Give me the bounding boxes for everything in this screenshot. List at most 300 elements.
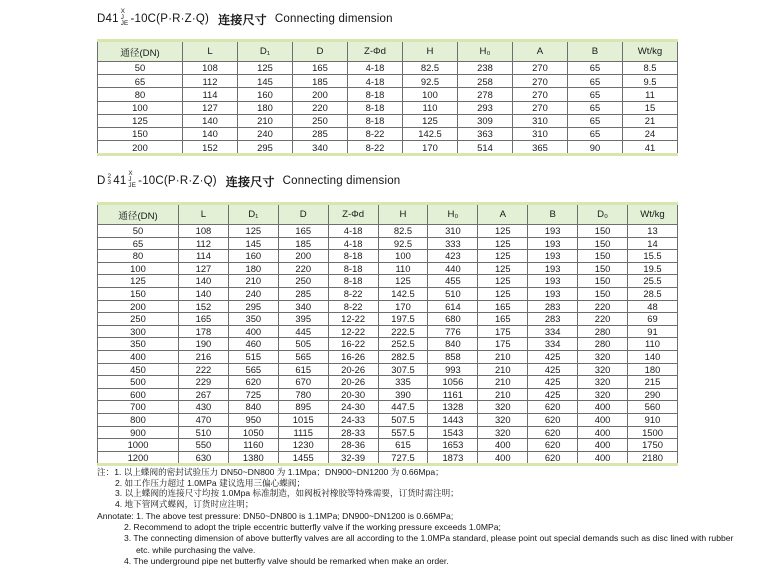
table-cell: 16-22 [328,338,378,351]
table-cell: 108 [183,62,238,75]
table-cell: 180 [228,262,278,275]
header-row [98,204,678,225]
title-text: -10C(P·R·Z·Q) [130,13,210,26]
column-header: D [278,204,328,225]
table-row [98,338,678,351]
table-cell: 215 [628,376,678,389]
table-cell: 993 [428,363,478,376]
table-cell: 140 [183,114,238,127]
table-cell: 1056 [428,376,478,389]
table-cell: 190 [179,338,229,351]
table-cell: 1000 [98,439,179,452]
table-cell: 185 [278,237,328,250]
table-cell: 180 [238,101,293,114]
table-cell: 150 [98,127,183,140]
table-cell: 24-33 [328,413,378,426]
title-text: D41 [97,13,119,26]
table-cell: 15.5 [628,250,678,263]
table-cell: 614 [428,300,478,313]
table-cell: 725 [228,388,278,401]
column-header: D₁ [238,41,293,62]
table-cell: 400 [228,325,278,338]
table-cell: 165 [293,62,348,75]
table-cell: 425 [528,363,578,376]
table-cell: 423 [428,250,478,263]
column-header: H [403,41,458,62]
note-line: 注：1. 以上蝶阀的密封试验压力 DN50~DN800 为 1.1Mpa；DN900~DN1200 为 0.66Mpa； [97,467,444,477]
table-cell: 65 [568,101,623,114]
table-cell: 320 [578,388,628,401]
table-cell: 125 [478,262,528,275]
table-row [98,141,678,155]
notes-chinese [97,467,459,509]
table-cell: 110 [628,338,678,351]
table-cell: 1455 [278,451,328,465]
table-cell: 430 [179,401,229,414]
table-cell: 2180 [628,451,678,465]
table-cell: 250 [293,114,348,127]
table-cell: 193 [528,262,578,275]
table-cell: 910 [628,413,678,426]
table-cell: 300 [98,325,179,338]
table-cell: 24 [623,127,678,140]
table-cell: 100 [98,101,183,114]
table-cell: 340 [293,141,348,155]
table-cell: 82.5 [378,225,428,238]
table-cell: 447.5 [378,401,428,414]
table-cell: 320 [578,363,628,376]
table-cell: 700 [98,401,179,414]
table-row [98,325,678,338]
table-cell: 127 [179,262,229,275]
column-header: D [293,41,348,62]
table-cell: 125 [478,250,528,263]
table-cell: 150 [578,225,628,238]
table-cell: 283 [528,313,578,326]
table-cell: 140 [179,287,229,300]
table-cell: 200 [98,300,179,313]
table-cell: 114 [179,250,229,263]
table-cell: 9.5 [623,75,678,88]
page-title-table2 [97,172,400,191]
table-cell: 20-30 [328,388,378,401]
table-cell: 193 [528,250,578,263]
column-header: H [378,204,428,225]
table-cell: 335 [378,376,428,389]
table-cell: 1015 [278,413,328,426]
table-cell: 16-26 [328,350,378,363]
table-cell: 620 [528,413,578,426]
table-row [98,376,678,389]
table-cell: 91 [628,325,678,338]
table-cell: 222.5 [378,325,428,338]
table-cell: 620 [528,401,578,414]
table-cell: 14 [628,237,678,250]
table-cell: 160 [238,88,293,101]
table-cell: 350 [98,338,179,351]
table-cell: 110 [378,262,428,275]
table-cell: 250 [278,275,328,288]
table-cell: 112 [183,75,238,88]
table-cell: 12-22 [328,325,378,338]
table-cell: 1500 [628,426,678,439]
table-cell: 680 [428,313,478,326]
table-cell: 175 [478,338,528,351]
table-cell: 600 [98,388,179,401]
column-header: Z-Φd [328,204,378,225]
table-cell: 114 [183,88,238,101]
table-cell: 145 [238,75,293,88]
note-line: 2. Recommend to adopt the triple eccentric butterfly valve if the working pressure exceeds 1.0MPa; [124,522,501,533]
table-row [98,287,678,300]
table-cell: 350 [228,313,278,326]
table-row [98,88,678,101]
table-cell: 50 [98,225,179,238]
table-cell: 65 [568,62,623,75]
title-text: Connecting dimension [282,175,401,188]
title-text: -10C(P·R·Z·Q) [138,175,217,188]
table-cell: 28.5 [628,287,678,300]
column-header: A [513,41,568,62]
table-row [98,401,678,414]
table-cell: 152 [183,141,238,155]
table-cell: 1161 [428,388,478,401]
table-cell: 48 [628,300,678,313]
table-cell: 310 [513,127,568,140]
table-cell: 185 [293,75,348,88]
table-cell: 565 [278,350,328,363]
table-cell: 125 [478,275,528,288]
table-row [98,451,678,465]
column-header: H₀ [428,204,478,225]
note-line: etc. while purchasing the valve. [136,544,256,555]
table-cell: 460 [228,338,278,351]
column-header: 通径(DN) [98,204,179,225]
table-cell: 278 [458,88,513,101]
table-cell: 150 [578,287,628,300]
table-cell: 620 [528,451,578,465]
table-cell: 320 [478,401,528,414]
table-cell: 160 [228,250,278,263]
table-cell: 307.5 [378,363,428,376]
table-cell: 175 [478,325,528,338]
table-cell: 108 [179,225,229,238]
column-header: 通径(DN) [98,41,183,62]
table-cell: 560 [628,401,678,414]
table-cell: 800 [98,413,179,426]
table-cell: 220 [278,262,328,275]
table-cell: 150 [98,287,179,300]
formula-stack [108,174,112,186]
table-cell: 200 [293,88,348,101]
column-header: D₀ [578,204,628,225]
table-cell: 320 [578,350,628,363]
table-cell: 25.5 [628,275,678,288]
table-cell: 4-18 [348,75,403,88]
table-cell: 425 [528,388,578,401]
column-header: H₀ [458,41,513,62]
table-cell: 1443 [428,413,478,426]
table-cell: 125 [228,225,278,238]
note-line: Annotate: 1. The above test pressure: DN50~DN800 is 1.1MPa; DN900~DN1200 is 0.66MPa; [97,511,454,521]
table-cell: 290 [628,388,678,401]
title-text: D [97,175,106,188]
table-cell: 309 [458,114,513,127]
table-cell: 510 [179,426,229,439]
table-cell: 150 [578,275,628,288]
table-cell: 240 [228,287,278,300]
table-row [98,237,678,250]
table-cell: 1873 [428,451,478,465]
table-cell: 267 [179,388,229,401]
table-cell: 470 [179,413,229,426]
table-cell: 20-26 [328,376,378,389]
note-line: 3. 以上蝶阀的连接尺寸均按 1.0Mpa 标准制造，如阀板衬橡胶等特殊需要，订货时需注明； [115,488,459,499]
table-row [98,300,678,313]
column-header: D₁ [228,204,278,225]
table-cell: 229 [179,376,229,389]
table-cell: 4-18 [348,62,403,75]
table-cell: 510 [428,287,478,300]
table-cell: 8-18 [328,250,378,263]
table-cell: 400 [578,451,628,465]
table-cell: 400 [478,439,528,452]
table-cell: 125 [98,114,183,127]
table-cell: 193 [528,275,578,288]
table-cell: 125 [403,114,458,127]
table-cell: 400 [578,413,628,426]
table-cell: 12-22 [328,313,378,326]
table-cell: 140 [183,127,238,140]
formula-stack-item: 2 [107,173,112,181]
title-text: 连接尺寸 [218,12,267,27]
table-cell: 445 [278,325,328,338]
table-cell: 210 [478,350,528,363]
table-cell: 390 [378,388,428,401]
table-row [98,388,678,401]
table-row [98,426,678,439]
table-cell: 193 [528,237,578,250]
dimension-table [97,202,678,466]
table-cell: 220 [578,300,628,313]
table-cell: 65 [568,114,623,127]
table-cell: 1200 [98,451,179,465]
table-row [98,114,678,127]
table-cell: 20-26 [328,363,378,376]
table-cell: 1230 [278,439,328,452]
formula-stack-item: JE [120,20,129,28]
table-cell: 125 [98,275,179,288]
table-cell: 900 [98,426,179,439]
table-cell: 210 [478,376,528,389]
table-cell: 210 [238,114,293,127]
formula-stack [128,171,136,190]
table-cell: 8-22 [348,141,403,155]
table-cell: 28-36 [328,439,378,452]
table-cell: 142.5 [378,287,428,300]
column-header: Z-Φd [348,41,403,62]
table-cell: 400 [478,451,528,465]
column-header: B [528,204,578,225]
table-cell: 8-18 [328,275,378,288]
table-cell: 395 [278,313,328,326]
title-text: Connecting dimension [274,13,393,26]
column-header: B [568,41,623,62]
table-cell: 210 [478,363,528,376]
table-cell: 280 [578,325,628,338]
table-cell: 1653 [428,439,478,452]
table-cell: 220 [293,101,348,114]
header-row [98,41,678,62]
table-cell: 780 [278,388,328,401]
table-cell: 630 [179,451,229,465]
formula-stack-item: J [120,14,125,22]
table-cell: 178 [179,325,229,338]
table-cell: 92.5 [403,75,458,88]
table-row [98,350,678,363]
formula-stack-item: J [128,176,132,184]
table-cell: 240 [238,127,293,140]
formula-stack-item: 3 [107,179,112,187]
table-cell: 450 [98,363,179,376]
table-cell: 4-18 [328,237,378,250]
table-cell: 125 [478,287,528,300]
table-cell: 150 [578,237,628,250]
table-row [98,363,678,376]
note-line: 2. 如工作压力超过 1.0MPa 建议选用三偏心蝶阀； [115,477,306,488]
table-cell: 363 [458,127,513,140]
table-row [98,62,678,75]
table-cell: 334 [528,338,578,351]
table-cell: 258 [458,75,513,88]
table-cell: 165 [278,225,328,238]
table-cell: 92.5 [378,237,428,250]
table-cell: 295 [228,300,278,313]
table-cell: 125 [238,62,293,75]
table-cell: 127 [183,101,238,114]
table-cell: 1050 [228,426,278,439]
notes-english [97,511,733,567]
table-cell: 615 [378,439,428,452]
table-cell: 150 [578,262,628,275]
table-cell: 333 [428,237,478,250]
table-cell: 125 [478,237,528,250]
table-cell: 112 [179,237,229,250]
table-cell: 858 [428,350,478,363]
table-cell: 8-18 [348,101,403,114]
note-line: 3. The connecting dimension of above butterfly valves are all according to the 1.0MPa standard, please point out special demands such as disc lined with rubber [124,533,734,544]
table-cell: 455 [428,275,478,288]
table-cell: 8-22 [328,287,378,300]
table-cell: 400 [578,426,628,439]
table-cell: 100 [98,262,179,275]
table-cell: 165 [478,313,528,326]
table-cell: 15 [623,101,678,114]
table-cell: 32-39 [328,451,378,465]
table-cell: 197.5 [378,313,428,326]
table-cell: 140 [628,350,678,363]
table-cell: 400 [578,401,628,414]
table-cell: 507.5 [378,413,428,426]
table-cell: 895 [278,401,328,414]
table-cell: 165 [179,313,229,326]
table-cell: 295 [238,141,293,155]
table-cell: 727.5 [378,451,428,465]
table-cell: 285 [278,287,328,300]
table-row [98,275,678,288]
table-cell: 69 [628,313,678,326]
title-text: 连接尺寸 [225,174,275,189]
formula-stack-item: X [120,8,126,15]
table-cell: 200 [98,141,183,155]
column-header: L [183,41,238,62]
table-cell: 557.5 [378,426,428,439]
table-cell: 334 [528,325,578,338]
table-cell: 270 [513,62,568,75]
table-cell: 170 [403,141,458,155]
table-row [98,75,678,88]
table-cell: 8-18 [328,262,378,275]
table-cell: 565 [228,363,278,376]
table-cell: 1115 [278,426,328,439]
table-cell: 620 [528,426,578,439]
table-cell: 1750 [628,439,678,452]
table-cell: 500 [98,376,179,389]
table-cell: 82.5 [403,62,458,75]
table-cell: 21 [623,114,678,127]
table-cell: 293 [458,101,513,114]
table-cell: 13 [628,225,678,238]
table-cell: 320 [478,426,528,439]
table-cell: 270 [513,88,568,101]
table-cell: 776 [428,325,478,338]
title-text: 41 [113,175,127,188]
table-row [98,262,678,275]
table-cell: 165 [478,300,528,313]
table-row [98,127,678,140]
connecting-dimension-table-1 [97,39,678,156]
table-cell: 65 [98,75,183,88]
table-cell: 100 [378,250,428,263]
formula-stack [121,9,129,28]
table-cell: 80 [98,88,183,101]
table-cell: 282.5 [378,350,428,363]
table-cell: 238 [458,62,513,75]
table-row [98,413,678,426]
table-cell: 280 [578,338,628,351]
table-cell: 180 [628,363,678,376]
column-header: Wt/kg [623,41,678,62]
table-cell: 283 [528,300,578,313]
table-cell: 310 [428,225,478,238]
table-cell: 8-22 [348,127,403,140]
table-cell: 65 [568,127,623,140]
table-cell: 1380 [228,451,278,465]
table-cell: 65 [568,75,623,88]
table-cell: 1160 [228,439,278,452]
table-cell: 285 [293,127,348,140]
table-cell: 145 [228,237,278,250]
table-cell: 193 [528,225,578,238]
column-header: A [478,204,528,225]
table-cell: 514 [458,141,513,155]
table-cell: 320 [478,413,528,426]
table-cell: 142.5 [403,127,458,140]
table-cell: 210 [478,388,528,401]
table-row [98,101,678,114]
table-cell: 250 [98,313,179,326]
table-cell: 440 [428,262,478,275]
